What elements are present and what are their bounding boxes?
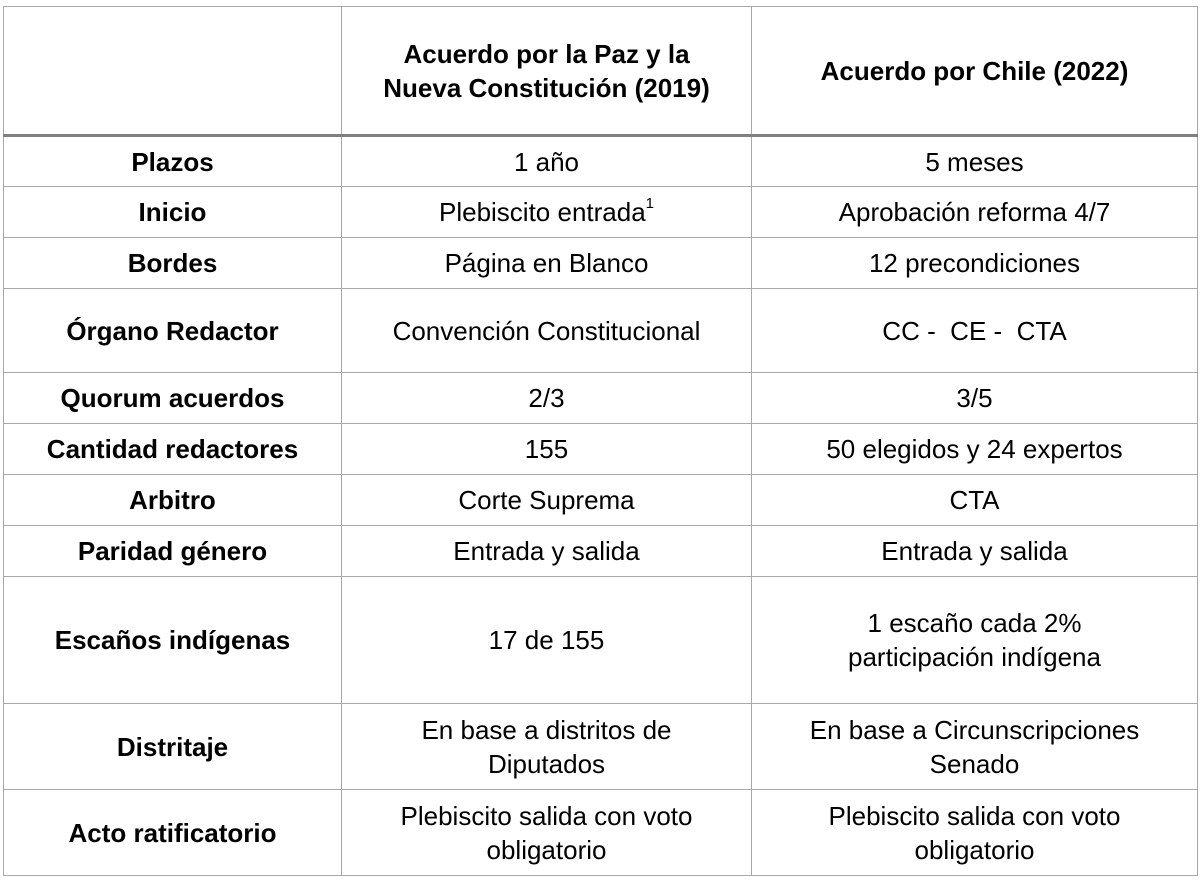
cell-2019: Entrada y salida <box>342 526 752 577</box>
header-acuerdo-2019-text: Acuerdo por la Paz y la Nueva Constitución (2019) <box>383 38 710 103</box>
header-acuerdo-2019 <box>342 7 752 136</box>
table-row <box>4 704 1198 790</box>
table-row <box>4 136 1198 187</box>
table-row <box>4 526 1198 577</box>
table-row <box>4 238 1198 289</box>
cell-2019-text: Plebiscito entrada <box>438 197 646 227</box>
cell-2019 <box>342 704 752 790</box>
row-label: Cantidad redactores <box>4 424 342 475</box>
row-label: Paridad género <box>4 526 342 577</box>
row-label: Bordes <box>4 238 342 289</box>
table-row <box>4 424 1198 475</box>
cell-2019 <box>342 187 752 238</box>
cell-2019: 17 de 155 <box>342 577 752 704</box>
header-row <box>4 7 1198 136</box>
header-acuerdo-2022: Acuerdo por Chile (2022) <box>752 7 1198 136</box>
cell-2019: 155 <box>342 424 752 475</box>
table-row <box>4 475 1198 526</box>
row-label: Distritaje <box>4 704 342 790</box>
comparison-table <box>3 6 1198 876</box>
cell-2019: 2/3 <box>342 373 752 424</box>
cell-2019 <box>342 790 752 876</box>
row-label: Arbitro <box>4 475 342 526</box>
cell-2022: Aprobación reforma 4/7 <box>752 187 1198 238</box>
table-row <box>4 790 1198 876</box>
cell-2022-text: Plebiscito salida con voto obligatorio <box>828 800 1121 865</box>
cell-2022-text: 1 escaño cada 2% participación indígena <box>848 608 1101 672</box>
cell-2022: 50 elegidos y 24 expertos <box>752 424 1198 475</box>
cell-2019: 1 año <box>342 136 752 187</box>
cell-2022-text: En base a Circunscripciones Senado <box>809 714 1140 779</box>
cell-2022: CC - CE - CTA <box>752 289 1198 373</box>
cell-2019-text: En base a distritos de Diputados <box>421 714 672 779</box>
row-label: Inicio <box>4 187 342 238</box>
cell-2022: 12 precondiciones <box>752 238 1198 289</box>
table-row <box>4 289 1198 373</box>
cell-2019: Página en Blanco <box>342 238 752 289</box>
cell-2022 <box>752 790 1198 876</box>
cell-2022 <box>752 577 1198 704</box>
cell-2022: CTA <box>752 475 1198 526</box>
footnote-marker: 1 <box>645 195 655 213</box>
cell-2022 <box>752 704 1198 790</box>
table-row <box>4 577 1198 704</box>
cell-2022: 5 meses <box>752 136 1198 187</box>
cell-2022: 3/5 <box>752 373 1198 424</box>
cell-2019: Convención Constitucional <box>342 289 752 373</box>
row-label: Quorum acuerdos <box>4 373 342 424</box>
row-label: Escaños indígenas <box>4 577 342 704</box>
cell-2019-text: Plebiscito salida con voto obligatorio <box>400 800 693 865</box>
cell-2019: Corte Suprema <box>342 475 752 526</box>
row-label: Órgano Redactor <box>4 289 342 373</box>
row-label: Acto ratificatorio <box>4 790 342 876</box>
row-label: Plazos <box>4 136 342 187</box>
header-empty-cell <box>4 7 342 136</box>
cell-2022: Entrada y salida <box>752 526 1198 577</box>
table-row <box>4 373 1198 424</box>
table-row <box>4 187 1198 238</box>
